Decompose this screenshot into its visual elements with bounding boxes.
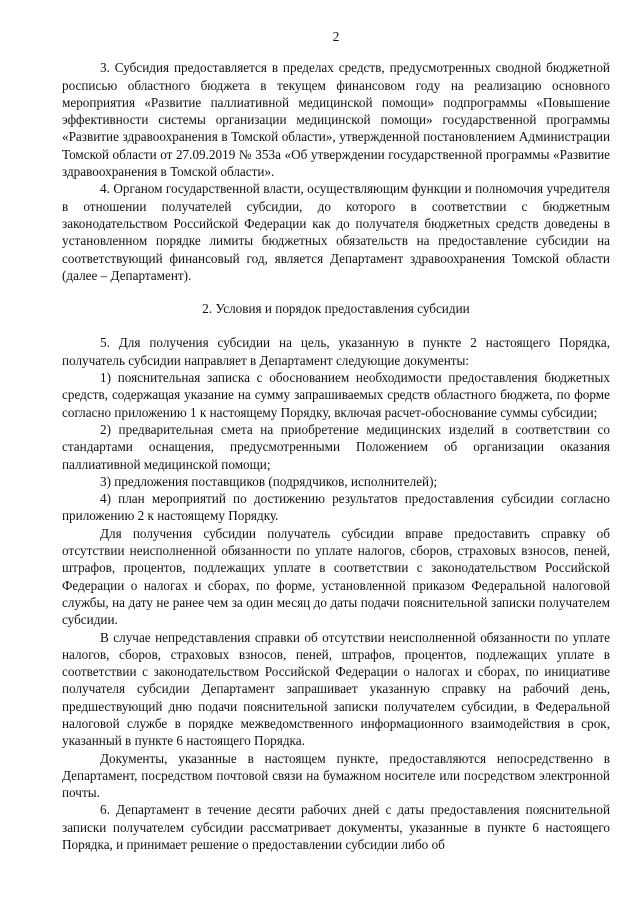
paragraph-item-3: 3. Субсидия предоставляется в пределах средств, предусмотренных сводной бюджетной росписью областного бюджета в текущем финансовом году на реализацию основного мероприятия «Развитие паллиативной медицинской помощи» подпрограммы «Повышение эффективности системы организации медицинской помощи» государственной программы «Развитие здравоохранения в Томской области», утвержденной постановлением Администрации Томской области от 27.09.2019 № 353а «Об утверждении государственной программы «Развитие здравоохранения в Томской области».	[62, 60, 610, 180]
list-item-2: 2) предварительная смета на приобретение медицинских изделий в соответствии со стандартами оснащения, предусмотренными Положением об организации оказания паллиативной медицинской помощи;	[62, 421, 610, 472]
list-item-4: 4) план мероприятий по достижению результатов предоставления субсидии согласно приложению 2 к настоящему Порядку.	[62, 491, 610, 524]
paragraph-item-5: 5. Для получения субсидии на цель, указанную в пункте 2 настоящего Порядка, получатель субсидии направляет в Департамент следующие документы:	[62, 335, 610, 368]
page-number: 2	[332, 29, 340, 44]
paragraph-item-6: 6. Департамент в течение десяти рабочих дней с даты предоставления пояснительной записки получателем субсидии рассматривает документы, указанные в пункте 6 настоящего Порядка, и принимает решение о предоставлении субсидии либо об	[62, 802, 610, 853]
list-item-3: 3) предложения поставщиков (подрядчиков, исполнителей);	[100, 473, 438, 489]
list-item-1: 1) пояснительная записка с обоснованием необходимости предоставления бюджетных средств, содержащая указание на сумму запрашиваемых средств областного бюджета, по форме согласно приложению 1 к настоящему Порядку, включая расчет-обоснование суммы субсидии;	[62, 370, 610, 420]
document-page	[62, 28, 610, 853]
paragraph-tax-request: В случае непредставления справки об отсутствии неисполненной обязанности по уплате налогов, сборов, страховых взносов, пеней, штрафов, процентов, подлежащих уплате в соответствии с законодательством Российской Федерации о налогах и сборах, по инициативе получателя субсидии Департамент запрашивает указанную справку на рабочий день, предшествующий дню подачи пояснительной записки получателем субсидии, в Федеральной налоговой службе в порядке межведомственного информационного взаимодействия в срок, указанный в пункте 6 настоящего Порядка.	[62, 629, 610, 749]
paragraph-submission-methods: Документы, указанные в настоящем пункте, предоставляются непосредственно в Департамент, посредством почтовой связи на бумажном носителе или посредством электронной почты.	[62, 750, 610, 801]
section-heading: 2. Условия и порядок предоставления субсидии	[202, 301, 470, 317]
paragraph-item-4: 4. Органом государственной власти, осуществляющим функции и полномочия учредителя в отношении получателей субсидии, до которого в соответствии с бюджетным законодательством Российской Федерации как до получателя бюджетных средств доведены в установленном порядке лимиты бюджетных обязательств на предоставление субсидии на соответствующий финансовый год, является Департамент здравоохранения Томской области (далее – Департамент).	[62, 181, 610, 283]
paragraph-tax-certificate: Для получения субсидии получатель субсидии вправе предоставить справку об отсутствии неисполненной обязанности по уплате налогов, сборов, страховых взносов, пеней, штрафов, процентов, подлежащих уплате в соответствии с законодательством Российской Федерации о налогах и сборах, по форме, установленной приказом Федеральной налоговой службы, на дату не ранее чем за один месяц до даты подачи пояснительной записки получателем субсидии.	[62, 525, 610, 628]
